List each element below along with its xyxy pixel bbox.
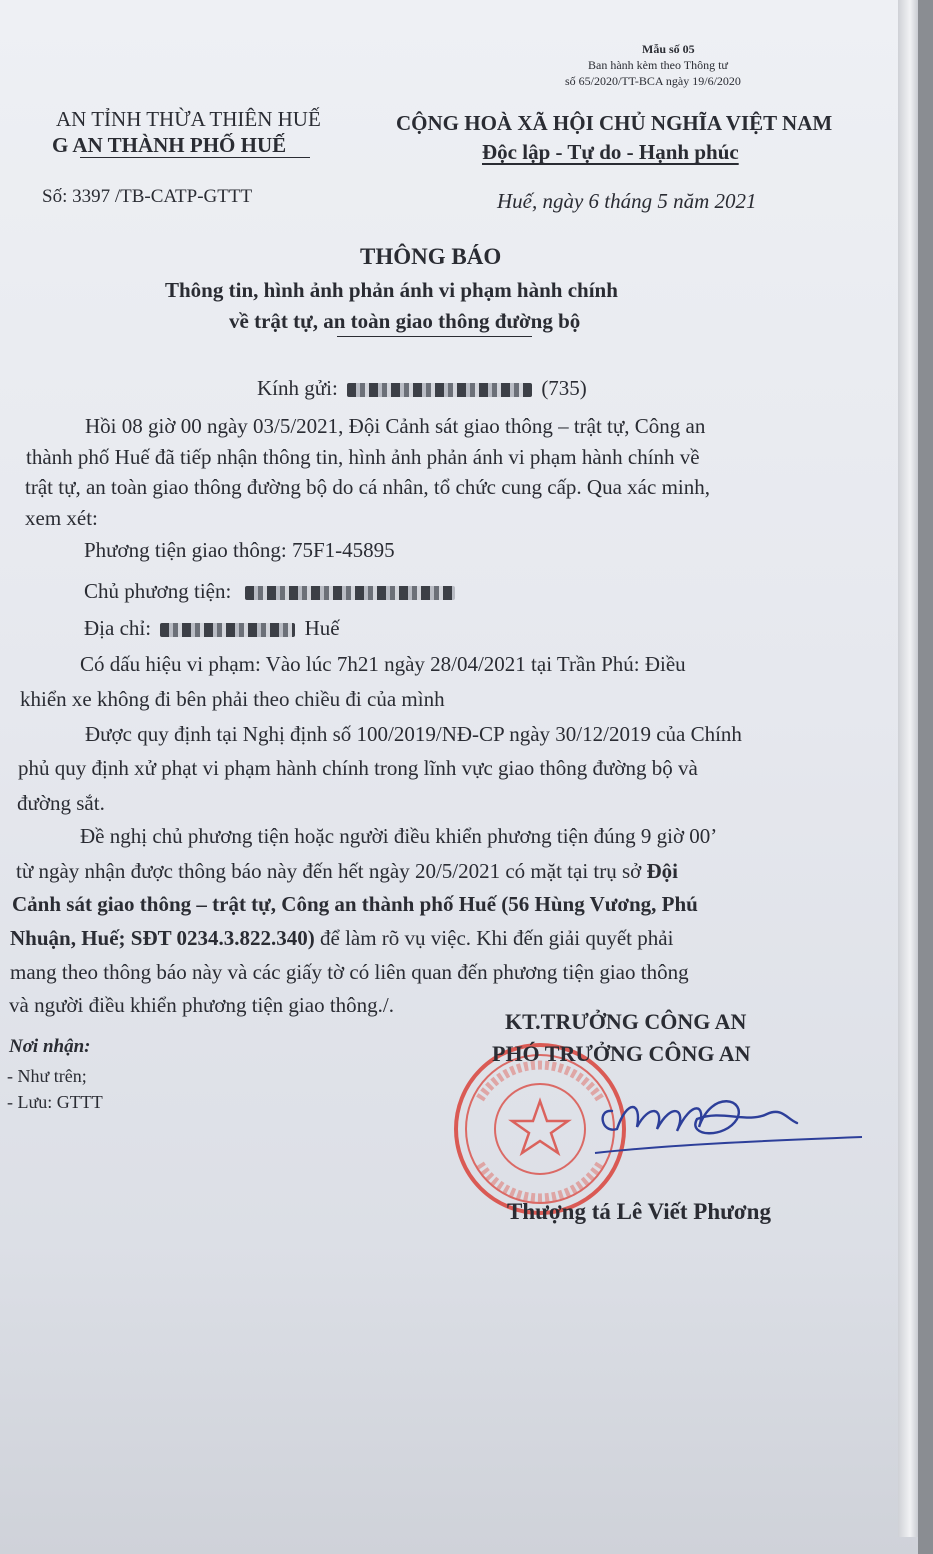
- recipient-line: [257, 376, 587, 401]
- address-city: Huế: [304, 616, 340, 640]
- address-label: Địa chỉ:: [84, 616, 152, 640]
- request-line-6: và người điều khiển phương tiện giao thông./.: [9, 993, 395, 1017]
- request-line-2: [16, 859, 678, 884]
- signature-title-1: KT.TRƯỞNG CÔNG AN: [505, 1009, 747, 1034]
- redacted-owner-name: [245, 586, 455, 600]
- request-line-2-text: từ ngày nhận được thông báo này đến hết ngày 20/5/2021 có mặt tại trụ sở: [16, 859, 647, 883]
- owner-label: Chủ phương tiện:: [84, 579, 232, 603]
- recipients-item-1: - Như trên;: [7, 1066, 87, 1086]
- recipients-item-2: - Lưu: GTTT: [7, 1092, 103, 1112]
- subtitle-underline: [337, 336, 532, 337]
- signature-title-2: PHÓ TRƯỞNG CÔNG AN: [492, 1041, 751, 1066]
- notice-subtitle-1: Thông tin, hình ảnh phản ánh vi phạm hành chính: [165, 278, 618, 302]
- nation-motto: Độc lập - Tự do - Hạnh phúc: [482, 140, 739, 164]
- agency-line-2: G AN THÀNH PHỐ HUẾ: [52, 133, 287, 157]
- recipients-label: Nơi nhận:: [9, 1036, 91, 1057]
- redacted-address: [160, 623, 295, 637]
- request-line-2-bold: Đội: [646, 859, 679, 883]
- para1-line-1: Hồi 08 giờ 00 ngày 03/5/2021, Đội Cảnh sát giao thông – trật tự, Công an: [85, 414, 706, 438]
- document-date: Huế, ngày 6 tháng 5 năm 2021: [497, 189, 757, 213]
- regulation-line-3: đường sắt.: [17, 791, 105, 815]
- request-line-4-bold: Nhuận, Huế; SĐT 0234.3.822.340): [10, 926, 315, 950]
- request-line-4-text: để làm rõ vụ việc. Khi đến giải quyết phải: [314, 926, 674, 950]
- request-line-3: Cảnh sát giao thông – trật tự, Công an thành phố Huế (56 Hùng Vương, Phú: [12, 892, 698, 916]
- recipient-label: Kính gửi:: [257, 376, 338, 400]
- notice-subtitle-2: về trật tự, an toàn giao thông đường bộ: [229, 309, 581, 333]
- regulation-line-2: phủ quy định xử phạt vi phạm hành chính trong lĩnh vực giao thông đường bộ và: [18, 756, 698, 780]
- form-note-2: số 65/2020/TT-BCA ngày 19/6/2020: [565, 74, 741, 88]
- notice-title: THÔNG BÁO: [360, 244, 502, 269]
- owner-line: [84, 579, 455, 604]
- document-number: Số: 3397 /TB-CATP-GTTT: [42, 186, 253, 207]
- agency-line-1: AN TỈNH THỪA THIÊN HUẾ: [56, 107, 321, 131]
- form-number: Mẫu số 05: [642, 42, 695, 56]
- request-line-5: mang theo thông báo này và các giấy tờ có liên quan đến phương tiện giao thông: [10, 960, 689, 984]
- signer-name: Thượng tá Lê Viết Phương: [507, 1199, 771, 1224]
- regulation-line-1: Được quy định tại Nghị định số 100/2019/NĐ-CP ngày 30/12/2019 của Chính: [85, 722, 742, 746]
- agency-underline: [80, 157, 310, 158]
- redacted-recipient-name: [347, 383, 532, 397]
- recipient-code: (735): [541, 376, 587, 400]
- vehicle-line: Phương tiện giao thông: 75F1-45895: [84, 538, 395, 562]
- violation-line-2: khiển xe không đi bên phải theo chiều đi của mình: [20, 687, 445, 711]
- request-line-1: Đề nghị chủ phương tiện hoặc người điều khiển phương tiện đúng 9 giờ 00’: [80, 824, 718, 848]
- handwritten-signature: [587, 1079, 867, 1169]
- para1-line-4: xem xét:: [25, 506, 98, 530]
- request-line-4: [10, 926, 673, 951]
- para1-line-3: trật tự, an toàn giao thông đường bộ do cá nhân, tổ chức cung cấp. Qua xác minh,: [25, 475, 710, 499]
- para1-line-2: thành phố Huế đã tiếp nhận thông tin, hình ảnh phản ánh vi phạm hành chính về: [26, 445, 700, 469]
- page-edge: [898, 0, 918, 1537]
- violation-line-1: Có dấu hiệu vi phạm: Vào lúc 7h21 ngày 28/04/2021 tại Trần Phú: Điều: [80, 652, 686, 676]
- address-line: [84, 616, 340, 641]
- nation-title: CỘNG HOÀ XÃ HỘI CHỦ NGHĨA VIỆT NAM: [396, 111, 833, 135]
- form-note-1: Ban hành kèm theo Thông tư: [588, 58, 728, 72]
